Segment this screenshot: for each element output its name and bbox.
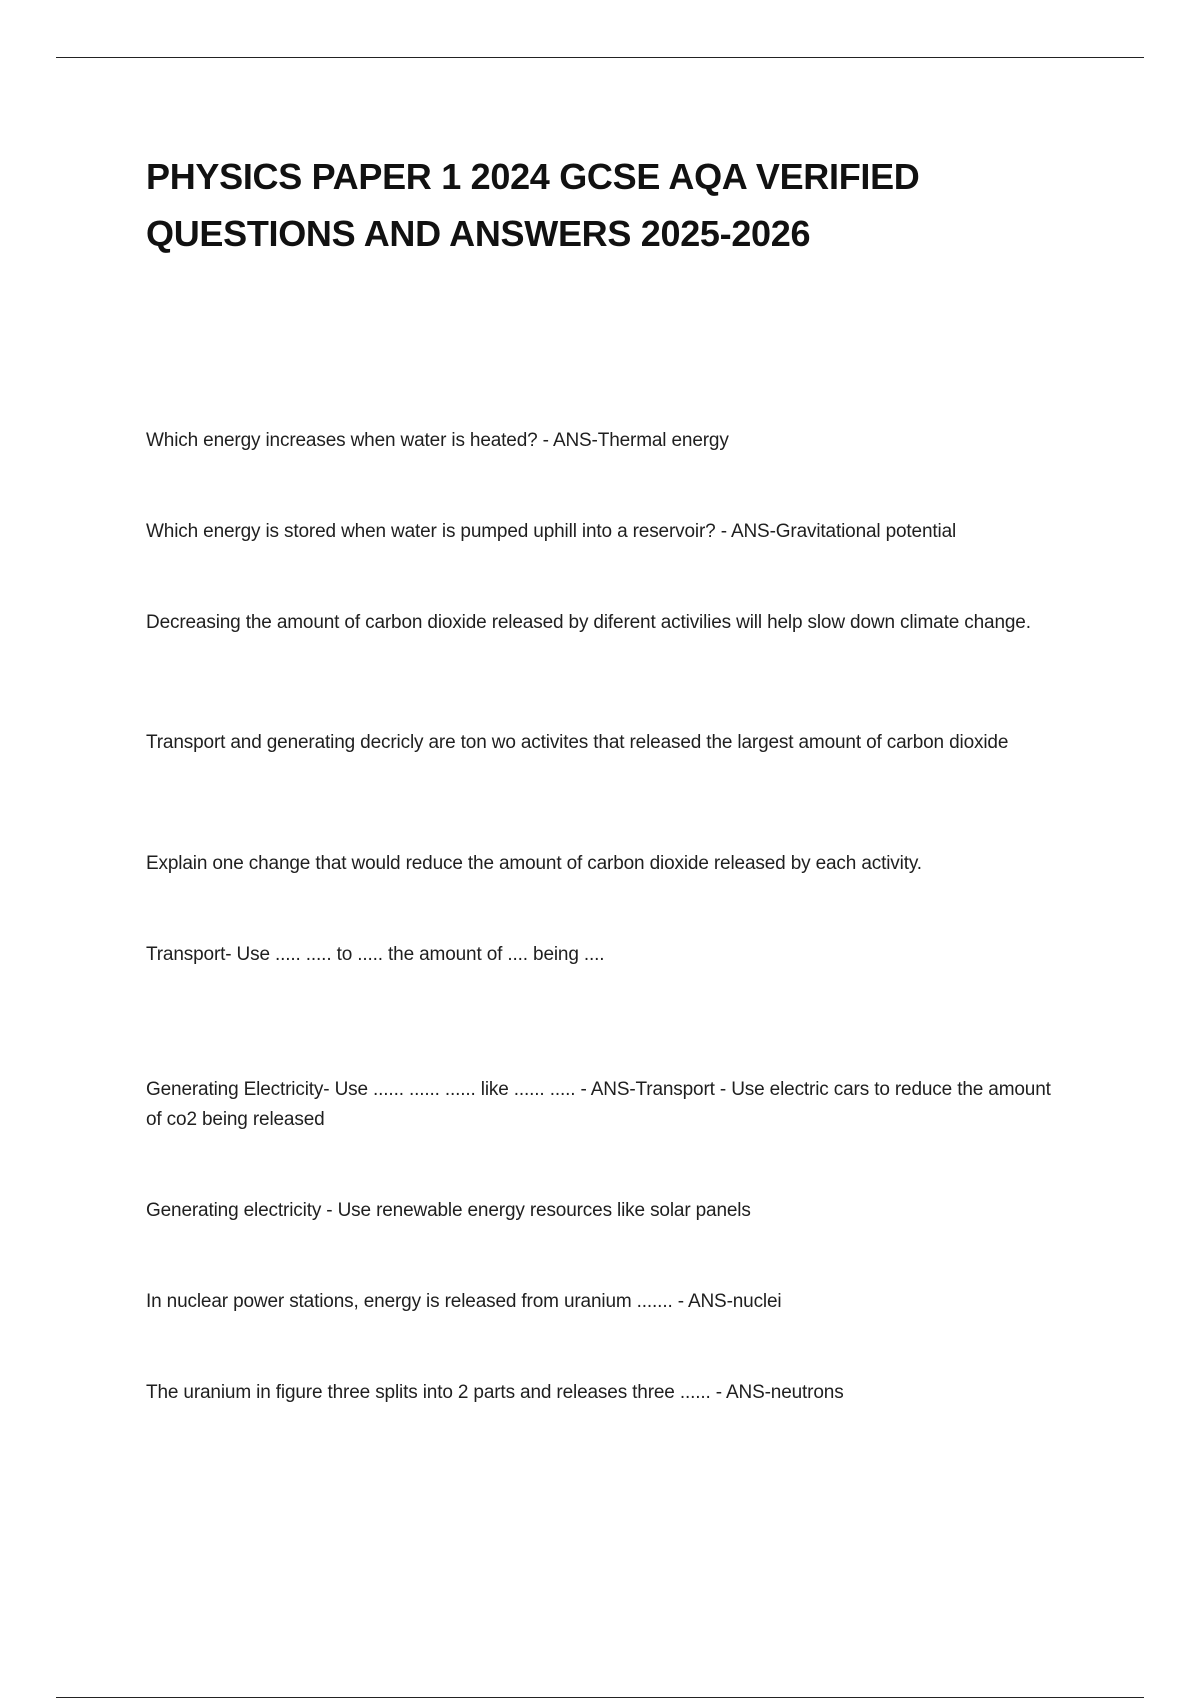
document-title <box>146 148 1046 262</box>
qa-entry-4: Transport and generating decricly are ton wo activites that released the largest amount of carbon dioxide <box>146 732 1009 753</box>
qa-entry-6: Transport- Use ..... ..... to ..... the amount of .... being .... <box>146 944 605 965</box>
qa-entry-2: Which energy is stored when water is pumped uphill into a reservoir? - ANS-Gravitational potential <box>146 521 957 542</box>
title-line-1: PHYSICS PAPER 1 2024 GCSE AQA VERIFIED <box>146 156 920 197</box>
qa-entry-10: The uranium in figure three splits into 2 parts and releases three ...... - ANS-neutrons <box>146 1382 844 1403</box>
top-divider <box>56 57 1144 58</box>
title-line-2: QUESTIONS AND ANSWERS 2025-2026 <box>146 213 811 254</box>
qa-entry-3: Decreasing the amount of carbon dioxide released by diferent activilies will help slow down climate change. <box>146 612 1031 633</box>
qa-entry-5: Explain one change that would reduce the amount of carbon dioxide released by each activity. <box>146 853 922 874</box>
bottom-divider <box>56 1697 1144 1698</box>
qa-entry-7: Generating Electricity- Use ...... ...... ...... like ...... ..... - ANS-Transport - Use electric cars to reduce the amount of co2 being released <box>146 1079 1051 1130</box>
qa-entry-9: In nuclear power stations, energy is released from uranium ....... - ANS-nuclei <box>146 1291 782 1312</box>
qa-entry-1: Which energy increases when water is heated? - ANS-Thermal energy <box>146 430 729 451</box>
qa-entry-8: Generating electricity - Use renewable energy resources like solar panels <box>146 1200 751 1221</box>
